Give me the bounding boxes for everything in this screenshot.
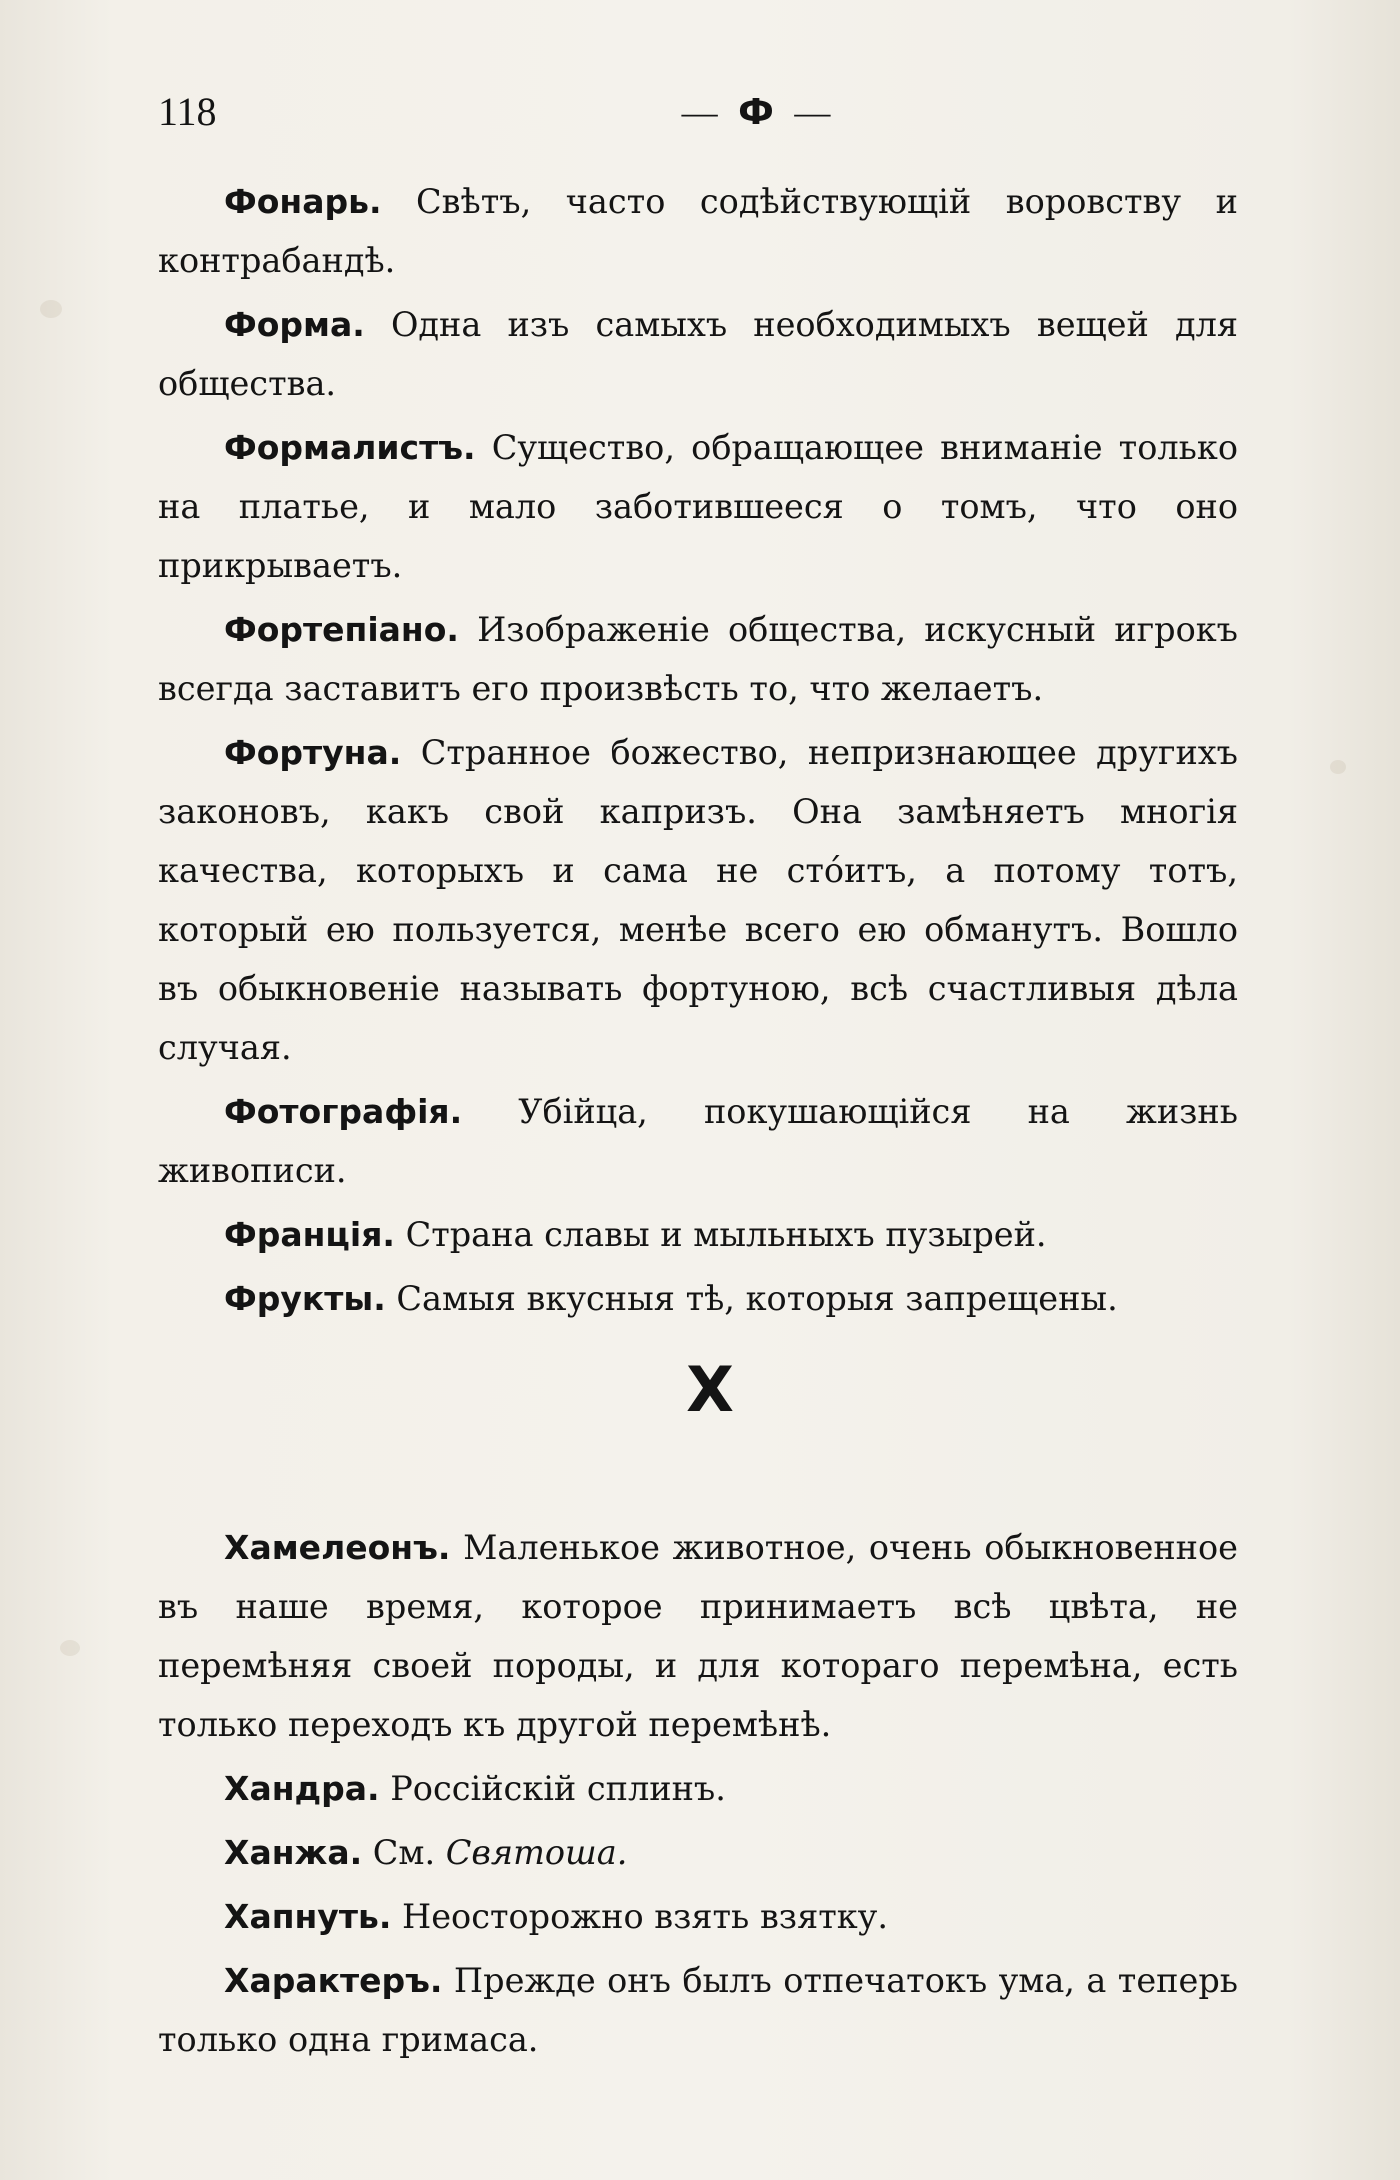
entry-definition: Свѣтъ, часто содѣйствующій воровству и контрабандѣ. [158, 182, 1238, 280]
entry-definition: Россійскій сплинъ. [379, 1769, 726, 1808]
entry-headword: Хандра. [224, 1769, 380, 1808]
entry-headword: Формалистъ. [224, 428, 476, 467]
running-head [158, 82, 1238, 142]
entry-headword: Фрукты. [224, 1279, 386, 1318]
running-head-letter [158, 82, 1238, 143]
dictionary-entry [158, 1082, 1238, 1200]
dictionary-entry [158, 1823, 1238, 1882]
entry-headword: Ханжа. [224, 1833, 363, 1872]
entry-headword: Хапнуть. [224, 1897, 392, 1936]
entry-definition: Прежде онъ былъ отпечатокъ ума, а теперь только одна гримаса. [158, 1961, 1238, 2059]
paper-stain [40, 300, 62, 318]
entry-definition: Неосторожно взять взятку. [391, 1897, 889, 1936]
dictionary-entry [158, 418, 1238, 595]
entry-headword: Фонарь. [224, 182, 382, 221]
dictionary-entry [158, 1269, 1238, 1328]
paper-stain [1330, 760, 1346, 774]
dictionary-entry [158, 723, 1238, 1077]
entry-definition: Одна изъ самыхъ необходимыхъ вещей для общества. [158, 305, 1238, 403]
dictionary-entry [158, 1887, 1238, 1946]
entry-definition: Убійца, покушающійся на жизнь живописи. [158, 1092, 1238, 1190]
entry-definition: Существо, обращающее вниманіе только на платье, и мало заботившееся о томъ, что оно прикрываетъ. [158, 428, 1238, 585]
section-h-entries [158, 1518, 1238, 2074]
page-number: 118 [158, 89, 217, 134]
dictionary-entry [158, 600, 1238, 718]
dictionary-entry [158, 295, 1238, 413]
dash-left: — [681, 92, 722, 132]
entry-definition: Самыя вкусныя тѣ, которыя запрещены. [385, 1279, 1118, 1318]
entry-headword: Фотографія. [224, 1092, 463, 1131]
entry-headword: Франція. [224, 1215, 395, 1254]
entry-headword: Форма. [224, 305, 365, 344]
dictionary-entry [158, 1205, 1238, 1264]
entry-definition: Изображеніе общества, искусный игрокъ всегда заставитъ его произвѣсть то, что желаетъ. [158, 610, 1238, 708]
section-f-entries [158, 172, 1238, 1333]
dictionary-entry [158, 172, 1238, 290]
entry-definition: Страна славы и мыльныхъ пузырей. [394, 1215, 1047, 1254]
dictionary-entry [158, 1518, 1238, 1754]
dictionary-entry [158, 1951, 1238, 2069]
entry-headword: Характеръ. [224, 1961, 443, 2000]
entry-definition: См. [362, 1833, 446, 1872]
entry-definition: Маленькое животное, очень обыкновенное въ наше время, которое принимаетъ всѣ цвѣта, не перемѣняя своей породы, и для котораго перемѣна, есть только переходъ къ другой перемѣнѣ. [158, 1528, 1238, 1744]
dictionary-entry [158, 1759, 1238, 1818]
entry-headword: Фортуна. [224, 733, 402, 772]
entry-headword: Хамелеонъ. [224, 1528, 451, 1567]
running-head-section-letter: Ф [738, 92, 778, 133]
entry-definition: Странное божество, непризнающее другихъ законовъ, какъ свой капризъ. Она замѣняетъ многія качества, которыхъ и сама не стóитъ, а потому тотъ, который ею пользуется, менѣе всего ею обманутъ. Вошло въ обыкновеніе называть фортуною, всѣ счастливыя дѣла случая. [158, 733, 1238, 1067]
section-heading-h: Х [686, 1353, 734, 1426]
dash-right: — [794, 92, 835, 132]
entry-cross-reference: Святоша. [445, 1833, 628, 1872]
entry-headword: Фортепіано. [224, 610, 459, 649]
paper-stain [60, 1640, 80, 1656]
